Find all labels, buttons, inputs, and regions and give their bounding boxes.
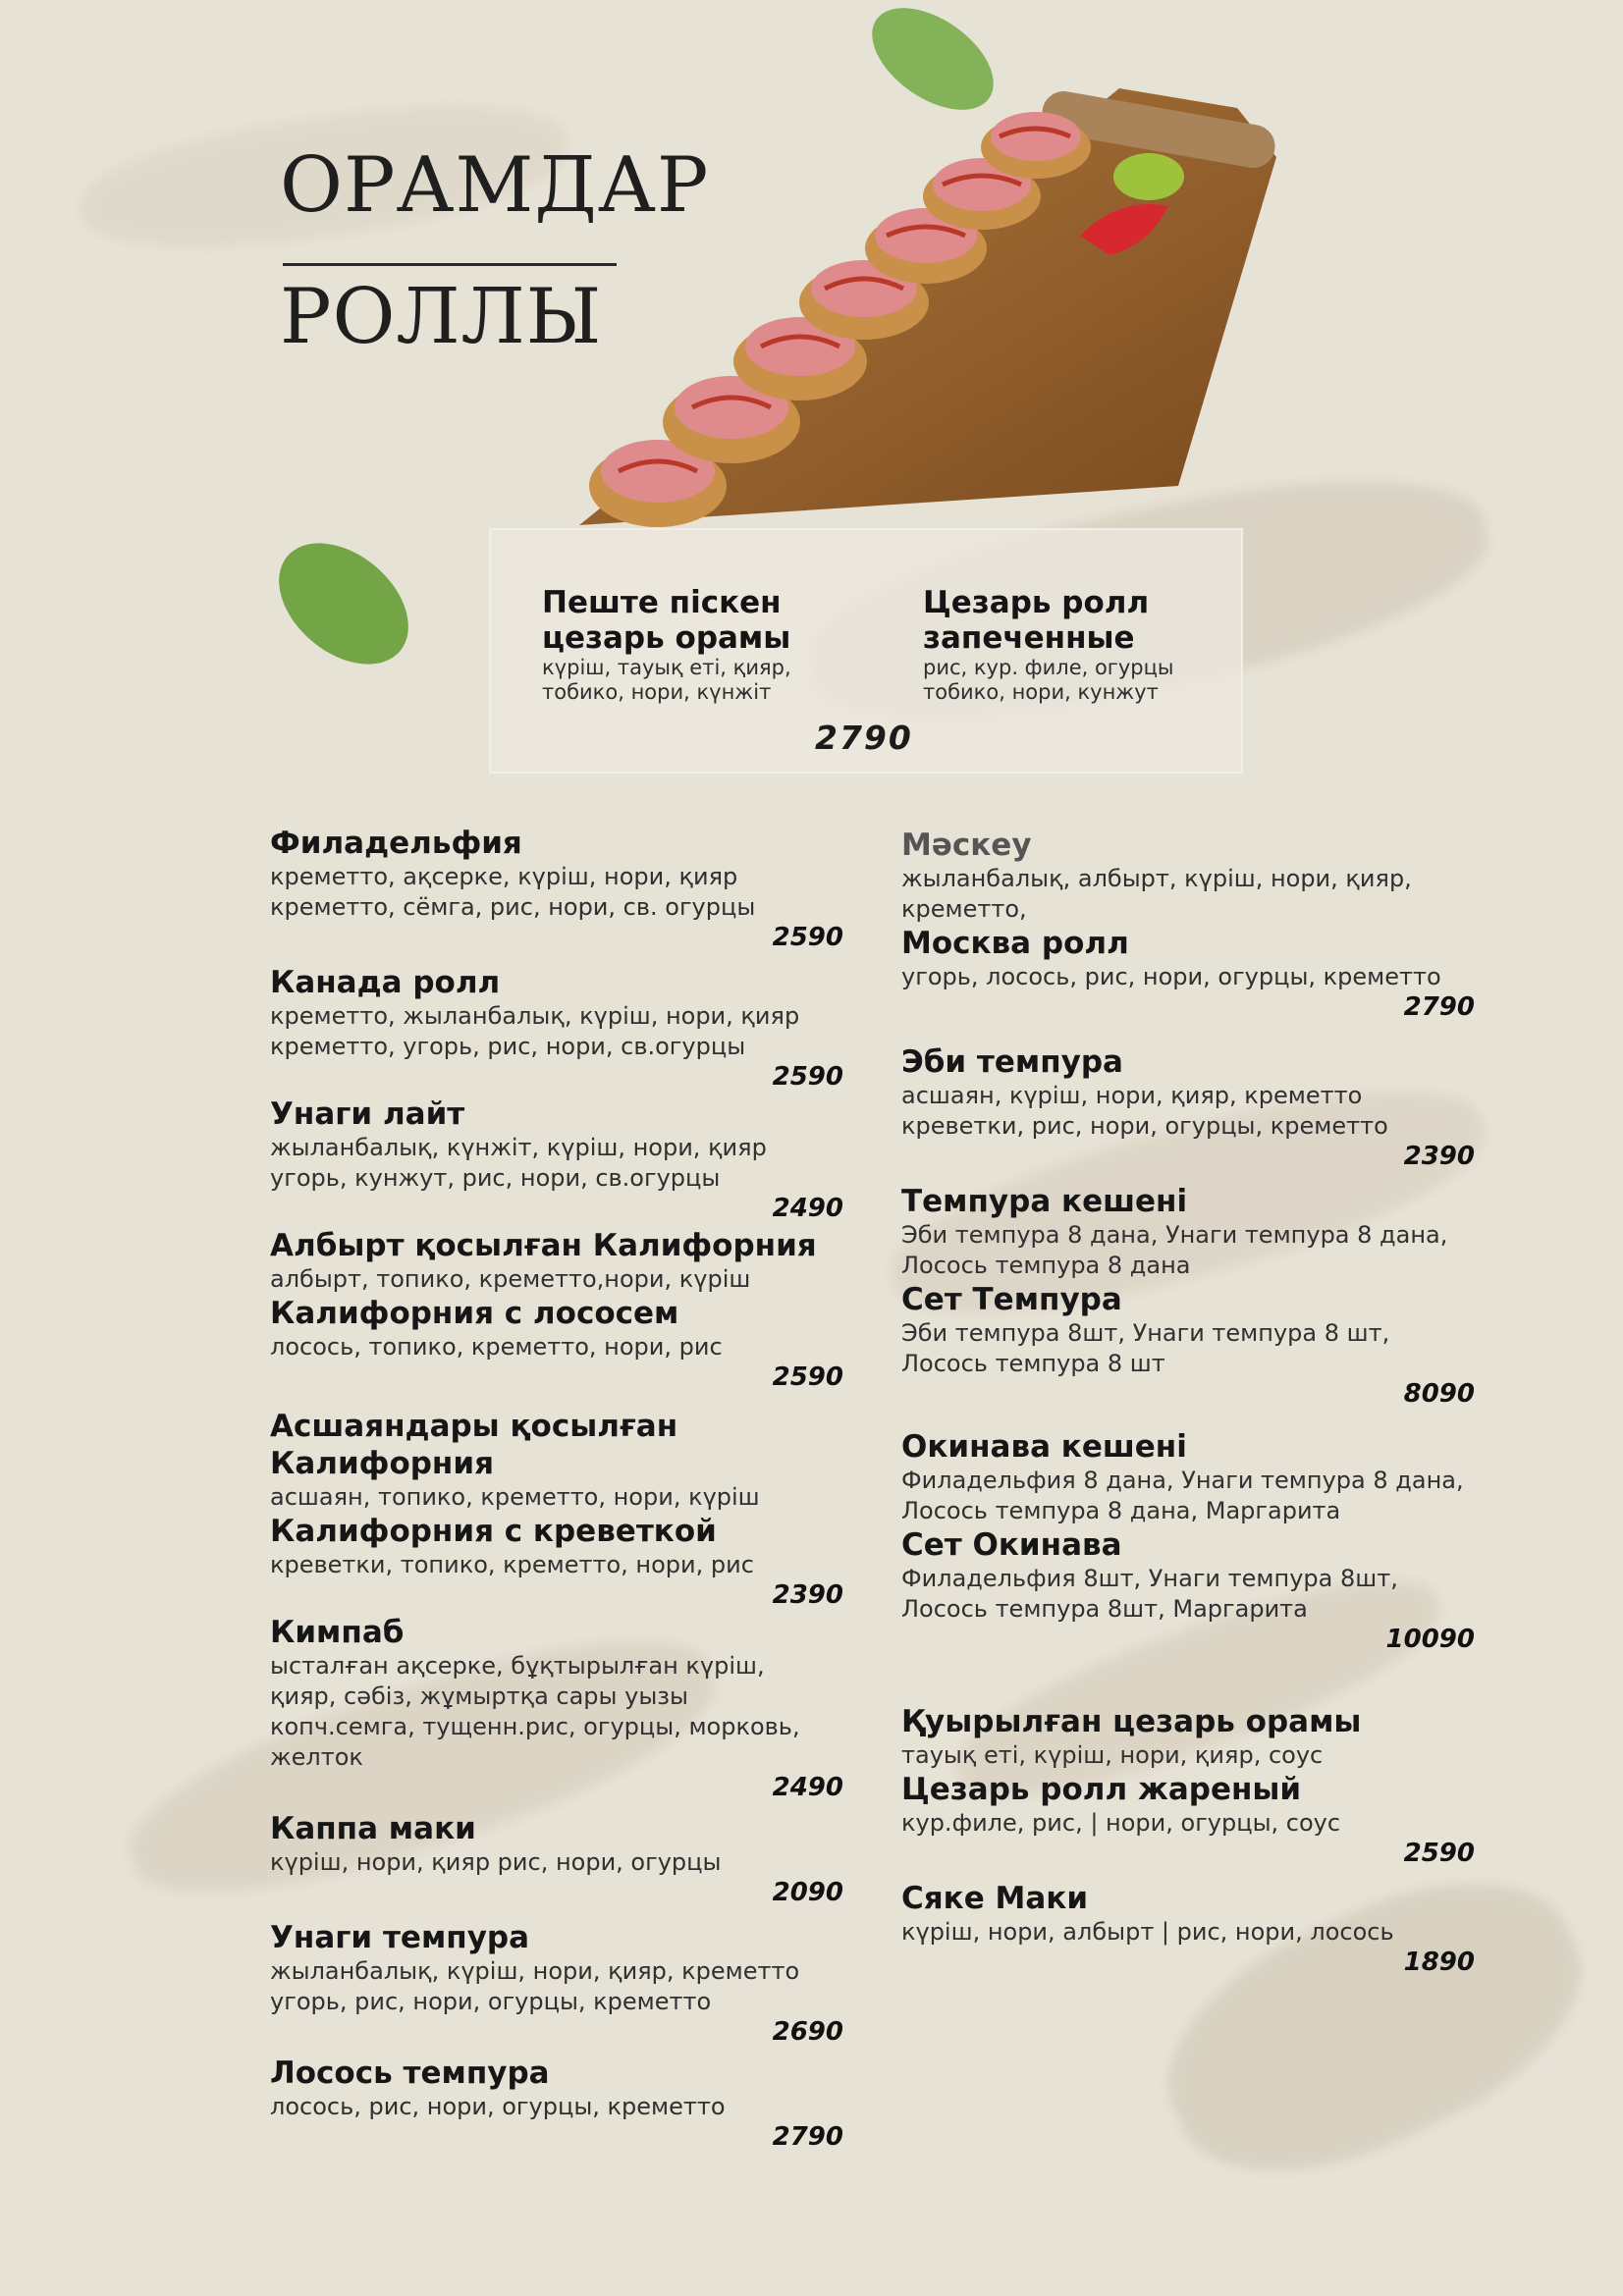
menu-item [270, 1810, 849, 1907]
promo-kz [542, 585, 837, 705]
promo-desc-kz: күріш, тауық еті, қияр, тобико, нори, күнжіт [542, 656, 791, 704]
item-price: 2590 [772, 923, 843, 952]
item-price: 2790 [772, 2122, 843, 2152]
item-desc-ru: креметто, угорь, рис, нори, св.огурцы [270, 1033, 746, 1060]
title-divider [283, 263, 617, 266]
promo-desc-ru: рис, кур. филе, огурцы тобико, нори, кунжут [923, 656, 1174, 704]
item-desc-ru: креветки, рис, нори, огурцы, креметто [901, 1112, 1388, 1140]
item-desc-ru: креветки, топико, креметто, нори, рис [270, 1551, 754, 1578]
item-price: 2690 [772, 2017, 843, 2047]
item-price: 2590 [772, 1062, 843, 1092]
item-price: 2590 [772, 1362, 843, 1392]
leaf-top-icon [844, 0, 1021, 137]
item-name-kz: Темпура кешені [901, 1184, 1188, 1219]
item-name-kz: Мәскеу [901, 828, 1032, 863]
title-ru: РОЛЛЫ [280, 273, 603, 361]
item-desc-kz: ысталған ақсерке, бұқтырылған күріш, қияр, сәбіз, жұмыртқа сары уызы [270, 1652, 765, 1710]
menu-item [901, 1428, 1481, 1654]
item-price: 2590 [1403, 1839, 1475, 1868]
item-desc-kz: асшаян, күріш, нори, қияр, креметто [901, 1082, 1363, 1109]
menu-item [270, 1614, 849, 1802]
item-desc-kz: албырт, топико, креметто,нори, күріш [270, 1265, 751, 1293]
item-name-ru: Цезарь ролл жареный [901, 1772, 1302, 1807]
item-name-ru: Сет Темпура [901, 1282, 1122, 1317]
item-desc-kz: күріш, нори, албырт | рис, нори, лосось [901, 1918, 1394, 1946]
item-name-ru: Калифорния с креветкой [270, 1514, 717, 1549]
item-name-kz: Унаги лайт [270, 1096, 465, 1132]
item-desc-kz: Филадельфия 8 дана, Унаги темпура 8 дана, Лосось темпура 8 дана, Маргарита [901, 1467, 1464, 1524]
menu-item [270, 825, 849, 952]
page-title [280, 141, 710, 361]
item-name-kz: Албырт қосылған Калифорния [270, 1228, 817, 1263]
item-desc-kz: креметто, жыланбалық, күріш, нори, қияр [270, 1002, 800, 1030]
leaf-left-icon [255, 510, 432, 697]
menu-item [270, 1227, 849, 1392]
item-desc-kz: Эби темпура 8 дана, Унаги темпура 8 дана, Лосось темпура 8 дана [901, 1221, 1448, 1279]
item-name-kz: Эби темпура [901, 1044, 1123, 1080]
item-price: 1890 [1403, 1948, 1475, 1977]
menu-item [270, 964, 849, 1092]
item-desc-kz: лосось, рис, нори, огурцы, креметто [270, 2093, 726, 2120]
item-desc-kz: асшаян, топико, креметто, нори, күріш [270, 1483, 760, 1511]
item-desc-kz: жыланбалық, күріш, нори, қияр, креметто [270, 1957, 800, 1985]
item-price: 2390 [772, 1580, 843, 1610]
item-desc-ru: угорь, лосось, рис, нори, огурцы, креметто [901, 963, 1441, 990]
title-kz: ОРАМДАР [280, 141, 710, 230]
item-name-kz: Филадельфия [270, 826, 522, 861]
menu-item [901, 1043, 1481, 1171]
item-price: 2090 [772, 1878, 843, 1907]
promo-price: 2790 [815, 719, 913, 757]
item-desc-ru: угорь, кунжут, рис, нори, св.огурцы [270, 1164, 721, 1192]
item-desc-ru: кур.филе, рис, | нори, огурцы, соус [901, 1809, 1341, 1837]
item-name-ru: Москва ролл [901, 926, 1129, 961]
promo-box [489, 528, 1243, 774]
item-name-kz: Кимпаб [270, 1615, 405, 1650]
item-name-ru: Сет Окинава [901, 1527, 1122, 1563]
menu-item [270, 2055, 849, 2152]
item-desc-kz: жыланбалық, албырт, күріш, нори, қияр, креметто, [901, 865, 1412, 923]
item-price: 2390 [1403, 1142, 1475, 1171]
item-price: 8090 [1403, 1379, 1475, 1409]
promo-ru [923, 585, 1217, 705]
item-desc-ru: копч.семга, тущенн.рис, огурцы, морковь, желток [270, 1713, 800, 1771]
menu-item [901, 1880, 1481, 1977]
item-name-kz: Асшаяндары қосылған Калифорния [270, 1409, 678, 1481]
item-desc-kz: креметто, ақсерке, күріш, нори, қияр [270, 863, 738, 890]
item-name-kz: Канада ролл [270, 965, 501, 1000]
menu-left-column [270, 825, 849, 2152]
item-desc-ru: Филадельфия 8шт, Унаги темпура 8шт, Лосось темпура 8шт, Маргарита [901, 1565, 1398, 1623]
item-price: 10090 [1385, 1625, 1475, 1654]
item-price: 2490 [772, 1773, 843, 1802]
promo-name-ru: Цезарь ролл запеченные [923, 585, 1150, 656]
menu-item [270, 1408, 849, 1610]
item-name-kz: Каппа маки [270, 1811, 476, 1846]
item-name-kz: Лосось темпура [270, 2056, 550, 2091]
item-desc-kz: тауық еті, күріш, нори, қияр, соус [901, 1741, 1324, 1769]
menu-right-column [901, 827, 1481, 1977]
item-name-kz: Окинава кешені [901, 1429, 1187, 1465]
promo-name-kz: Пеште піскен цезарь орамы [542, 585, 791, 656]
item-desc-kz: жыланбалық, күнжіт, күріш, нори, қияр [270, 1134, 767, 1161]
menu-item [270, 1095, 849, 1223]
item-desc-ru: угорь, рис, нори, огурцы, креметто [270, 1988, 712, 2015]
menu-item [901, 1703, 1481, 1868]
item-desc-kz: күріш, нори, қияр рис, нори, огурцы [270, 1848, 722, 1876]
item-price: 2490 [772, 1194, 843, 1223]
menu-item [901, 1183, 1481, 1409]
menu-item [901, 827, 1481, 1022]
item-name-kz: Унаги темпура [270, 1920, 530, 1955]
item-name-ru: Калифорния с лососем [270, 1296, 679, 1331]
item-desc-ru: Эби темпура 8шт, Унаги темпура 8 шт, Лосось темпура 8 шт [901, 1319, 1390, 1377]
item-desc-ru: лосось, топико, креметто, нори, рис [270, 1333, 723, 1361]
item-name-kz: Қуырылған цезарь орамы [901, 1704, 1362, 1739]
item-price: 2790 [1403, 992, 1475, 1022]
item-desc-ru: креметто, сёмга, рис, нори, св. огурцы [270, 893, 756, 921]
item-name-kz: Сяке Маки [901, 1881, 1089, 1916]
menu-item [270, 1919, 849, 2047]
